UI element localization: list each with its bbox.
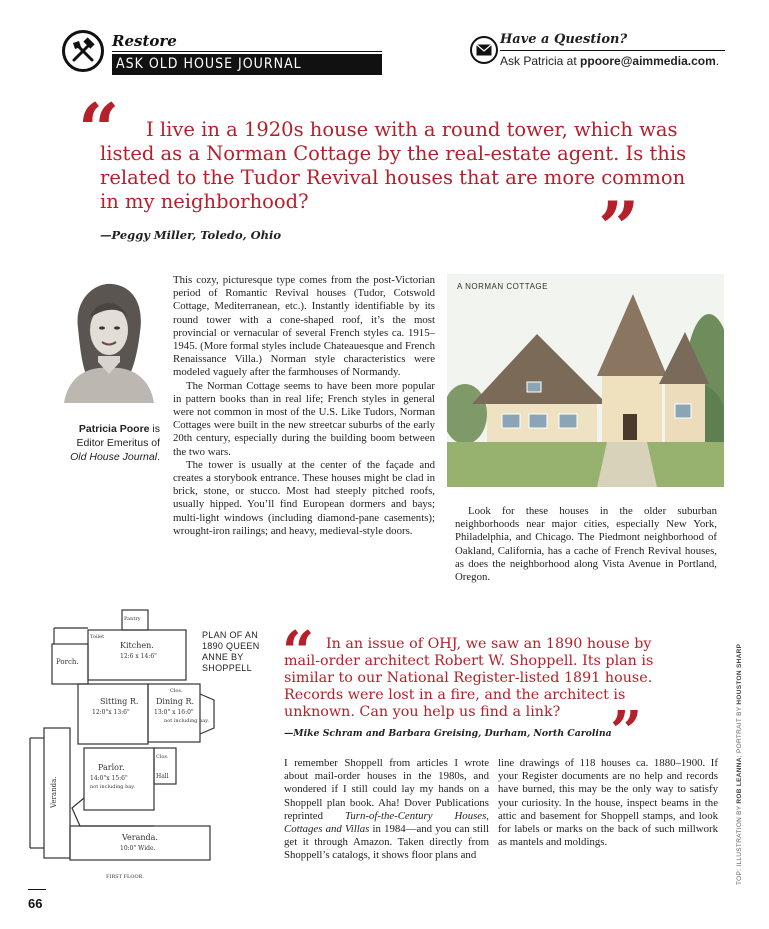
answer-paragraph: This cozy, picturesque type comes from the post-Victorian period of Romantic Revival houses (Tudor, Cotswold Cottage, Mediterranean, etc.). Instantly identifiable by its round tower with a cone-shaped roof, it’s the most provincial or vernacular of several French styles ca. 1915–1945. (More formal styles include Chateauesque and French Renaissance Villa.) Norman style characteristics were modeled vaguely after the farmhouses of Normandy.: [173, 274, 435, 379]
floor-plan-drawing: [28, 608, 218, 884]
plan-label-hall: Hall: [156, 773, 169, 780]
answer-column-2: [455, 505, 717, 584]
plan-label-dining: Dining R.: [156, 697, 195, 706]
author-portrait: [60, 278, 156, 403]
main-question-attribution: —Peggy Miller, Toledo, Ohio: [100, 228, 282, 242]
answer-paragraph: [284, 757, 489, 863]
plan-label-kitchen: Kitchen.: [120, 641, 154, 650]
author-publication: Old House Journal: [70, 451, 158, 463]
credit-portraitist: HOUSTON SHARP: [736, 643, 743, 705]
floor-plan-caption: PLAN OF AN 1890 QUEEN ANNE BY SHOPPELL: [202, 630, 260, 673]
contact-prefix: Ask Patricia at: [500, 54, 581, 68]
answer-column-3: [284, 757, 489, 863]
second-question-text: In an issue of OHJ, we saw an 1890 house by mail-order architect Robert W. Shoppell. Its plan is similar to our National Register-listed 1891 house. Records were lost in a fire, and the architect is unknown. Can you help us find a link?: [284, 636, 654, 720]
author-caption-rest: is Editor Emeritus of: [76, 423, 160, 449]
plan-label-sitting-dim: 12:0"x 13:6": [92, 709, 130, 716]
page-number: 66: [28, 896, 43, 911]
second-question-attribution: —Mike Schram and Barbara Greising, Durham, North Carolina: [284, 728, 612, 739]
book-title: Turn-of-the-Century Houses, Cottages and Villas: [284, 809, 489, 836]
cottage-caption: A NORMAN COTTAGE: [457, 282, 548, 291]
author-caption-end: .: [157, 451, 160, 463]
answer-paragraph: line drawings of 118 houses ca. 1880–1900. If your Register documents are no help and records have burned, this may be the only way to satisfy your curiosity. In the house, inspect beams in the attic and basement for Shoppell stamps, and look for labels or marks on the back of such millwork as mantels and moldings.: [498, 757, 718, 849]
credit-prefix: TOP: ILLUSTRATION BY: [736, 803, 743, 885]
plan-label-parlor-dim: 14:0"x 15:6": [90, 775, 128, 782]
answer-column-4: [498, 757, 718, 849]
question-label: Have a Question?: [500, 32, 628, 47]
illustration-credit: [736, 644, 743, 885]
main-question-text: I live in a 1920s house with a round tower, which was listed as a Norman Cottage by the real-estate agent. Is this related to the Tudor Revival houses that are more common in my neighborhood?: [100, 118, 687, 213]
answer-paragraph: Look for these houses in the older suburban neighborhoods near major cities, especially New York, Philadelphia, and Chicago. The Piedmont neighborhood of Oakland, California, has a cache of French Revival houses, as does the neighborhood along Vista Avenue in Portland, Oregon.: [455, 505, 717, 584]
contact-email[interactable]: ppoore@aimmedia.com: [580, 54, 716, 68]
section-kicker: Restore: [112, 32, 177, 50]
close-quote-icon: ”: [610, 699, 643, 765]
answer-paragraph: The Norman Cottage seems to have been more popular in pattern books than in real life; French styles in general were not common in most of the U.S. Like Tudors, Norman Cottages were built in the new streetcar suburbs of the early 20th century, especially during the building boom between the two wars.: [173, 379, 435, 458]
question-rule: [500, 50, 725, 51]
answer-column-1: [173, 274, 435, 538]
plan-label-veranda-dim: 10:0" Wide.: [120, 845, 156, 852]
page-number-rule: [28, 889, 46, 890]
plan-label-floor: FIRST FLOOR.: [106, 874, 144, 880]
plan-label-dining-dim: 13:0" x 16:0": [154, 709, 194, 716]
open-quote-icon: “: [78, 87, 120, 172]
envelope-icon: [470, 36, 498, 64]
plan-label-veranda: Veranda.: [122, 833, 158, 842]
plan-label-veranda-side: Veranda.: [50, 776, 58, 808]
contact-header: [470, 30, 725, 76]
plan-label-parlor-note: not including bay.: [90, 784, 136, 790]
credit-middle: ; PORTRAIT BY: [736, 704, 743, 758]
answer-paragraph: The tower is usually at the center of the façade and creates a storybook entrance. These houses might be clad in brick, stone, or stucco. Most had steeply pitched roofs, usually hipped. You’ll find European dormers and bays; multi-light windows (including diamond-pane casements); wrought-iron railings; and heavy, medieval-style doors.: [173, 458, 435, 537]
credit-illustrator: ROB LEANNA: [736, 757, 743, 804]
plan-label-porch: Porch.: [56, 658, 79, 666]
author-name: Patricia Poore: [78, 423, 150, 435]
author-caption: [58, 422, 160, 464]
plan-label-dining-note: not including bay.: [164, 718, 210, 724]
section-title: ASK OLD HOUSE JOURNAL: [112, 54, 382, 75]
plan-label-sitting: Sitting R.: [100, 697, 139, 706]
plan-label-pantry: Pantry: [124, 616, 141, 622]
answer-text: in 1984—and you can still get it through Amazon. Taken directly from Shoppell’s catalogs, it shows floor plans and: [284, 823, 489, 862]
answer-text: I remember Shoppell from articles I wrote about mail-order houses in the 1980s, and wondered if I still could lay my hands on a Shoppell plan book. Aha! Dover Publications reprinted: [284, 757, 489, 822]
plan-label-kitchen-dim: 12:6 x 14:6": [120, 653, 157, 660]
contact-suffix: .: [715, 54, 720, 68]
kicker-rule: [112, 51, 382, 52]
plan-label-clos-2: Clos.: [170, 688, 183, 694]
norman-cottage-illustration: [447, 274, 724, 487]
hammer-icon: [62, 30, 104, 72]
plan-label-clos-1: Clos.: [156, 754, 169, 760]
contact-line: [500, 54, 719, 68]
plan-label-toilet: Toilet: [90, 634, 105, 640]
close-quote-icon: ”: [598, 185, 640, 270]
open-quote-icon: “: [282, 619, 315, 685]
second-question: [282, 619, 714, 765]
section-header: [62, 30, 322, 76]
plan-label-parlor: Parlor.: [98, 763, 125, 772]
